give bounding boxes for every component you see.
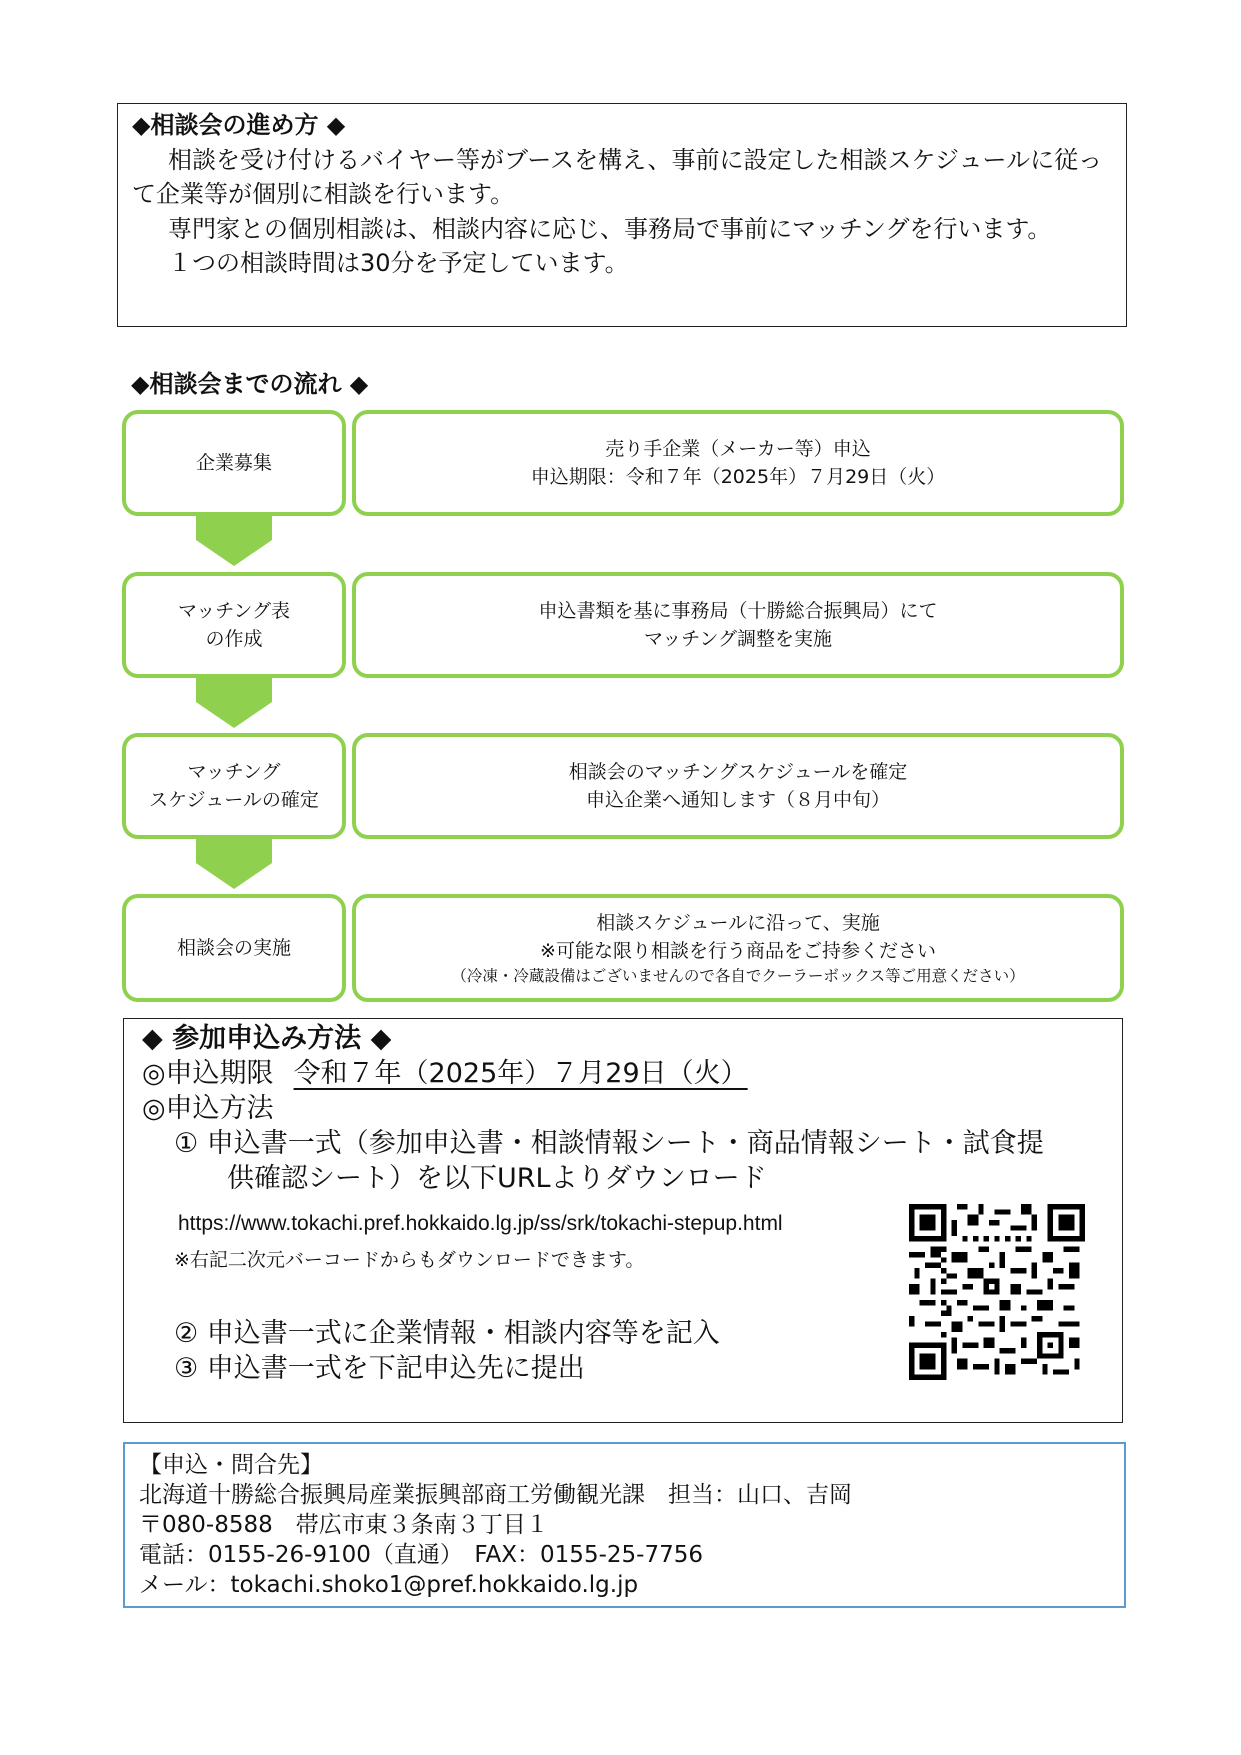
flow-step-4-detail [352,894,1124,1002]
application-method-box [123,1018,1123,1423]
flow-arrow-down-icon [196,839,272,889]
flow-arrow-down-icon [196,516,272,566]
qr-code-icon[interactable] [909,1204,1085,1380]
method-item-3: ③ 申込書一式を下記申込先に提出 [174,1353,585,1384]
flow-step-4-note: （冷凍・冷蔵設備はございませんので各自でクーラーボックス等ご用意ください） [451,967,1025,985]
consultation-method-para3: １つの相談時間は30分を予定しています。 [168,249,629,277]
flow-step-3-detail-line1: 相談会のマッチングスケジュールを確定 [568,761,908,783]
contact-phone-fax: 電話：0155-26-9100（直通） FAX：0155-25-7756 [139,1542,703,1568]
deadline-value: 令和７年（2025年）７月29日（火） [293,1058,748,1089]
flow-step-2-detail-line1: 申込書類を基に事務局（十勝総合振興局）にて [538,600,938,622]
flow-title: ◆相談会までの流れ ◆ [131,370,369,398]
flow-step-2-label [122,572,346,678]
flow-step-4-detail-line2: ※可能な限り相談を行う商品をご持参ください [540,940,936,962]
deadline-label: ◎申込期限 [142,1058,274,1089]
flow-step-2-label-line1: マッチング表 [178,600,290,622]
application-heading: ◆ 参加申込み方法 ◆ [142,1023,392,1054]
contact-email-link[interactable]: メール：tokachi.shoko1@pref.hokkaido.lg.jp [139,1572,639,1598]
flow-step-1-detail-line2: 申込期限：令和７年（2025年）７月29日（火） [530,466,946,488]
method-item-1-line1: ① 申込書一式（参加申込書・相談情報シート・商品情報シート・試食提 [174,1128,1044,1159]
flow-step-4-label-line1: 相談会の実施 [176,937,291,959]
flow-step-3-label-line2: スケジュールの確定 [149,789,319,811]
contact-heading: 【申込・問合先】 [139,1452,323,1478]
contact-box [123,1442,1126,1608]
flow-step-1-label [122,410,346,516]
deadline-row [142,1056,1122,1091]
flow-step-1-label-line1: 企業募集 [195,452,272,474]
flow-step-2-detail-line2: マッチング調整を実施 [644,628,832,650]
flow-step-3-label-line1: マッチング [187,761,281,783]
download-url-link[interactable]: https://www.tokachi.pref.hokkaido.lg.jp/ss/srk/tokachi-stepup.html [178,1212,783,1235]
method-item-2: ② 申込書一式に企業情報・相談内容等を記入 [174,1318,720,1349]
contact-address: 〒080-8588 帯広市東３条南３丁目１ [139,1512,549,1538]
flow-step-4-label [122,894,346,1002]
flow-step-3-detail-line2: 申込企業へ通知します（８月中旬） [585,789,890,811]
flow-step-2-detail [352,572,1124,678]
consultation-method-heading: ◆相談会の進め方 ◆ [132,111,346,139]
flow-step-3-detail [352,733,1124,839]
flow-step-3-label [122,733,346,839]
qr-download-note: ※右記二次元バーコードからもダウンロードできます。 [174,1249,645,1271]
flow-arrow-down-icon [196,678,272,728]
consultation-method-para2: 専門家との個別相談は、相談内容に応じ、事務局で事前にマッチングを行います。 [168,214,1052,243]
consultation-method-para1: 相談を受け付けるバイヤー等がブースを構え、事前に設定した相談スケジュールに従って企業等が個別に相談を行います。 [132,145,1103,208]
flow-step-1-detail [352,410,1124,516]
method-item-1-line2: 供確認シート）を以下URLよりダウンロード [227,1163,767,1194]
consultation-method-box [117,103,1127,327]
flow-step-4-detail-line1: 相談スケジュールに沿って、実施 [596,912,880,934]
flow-step-1-detail-line1: 売り手企業（メーカー等）申込 [605,438,871,460]
flow-step-2-label-line2: の作成 [205,628,263,650]
method-label: ◎申込方法 [142,1093,274,1124]
contact-organization: 北海道十勝総合振興局産業振興部商工労働観光課 担当：山口、吉岡 [139,1482,852,1508]
